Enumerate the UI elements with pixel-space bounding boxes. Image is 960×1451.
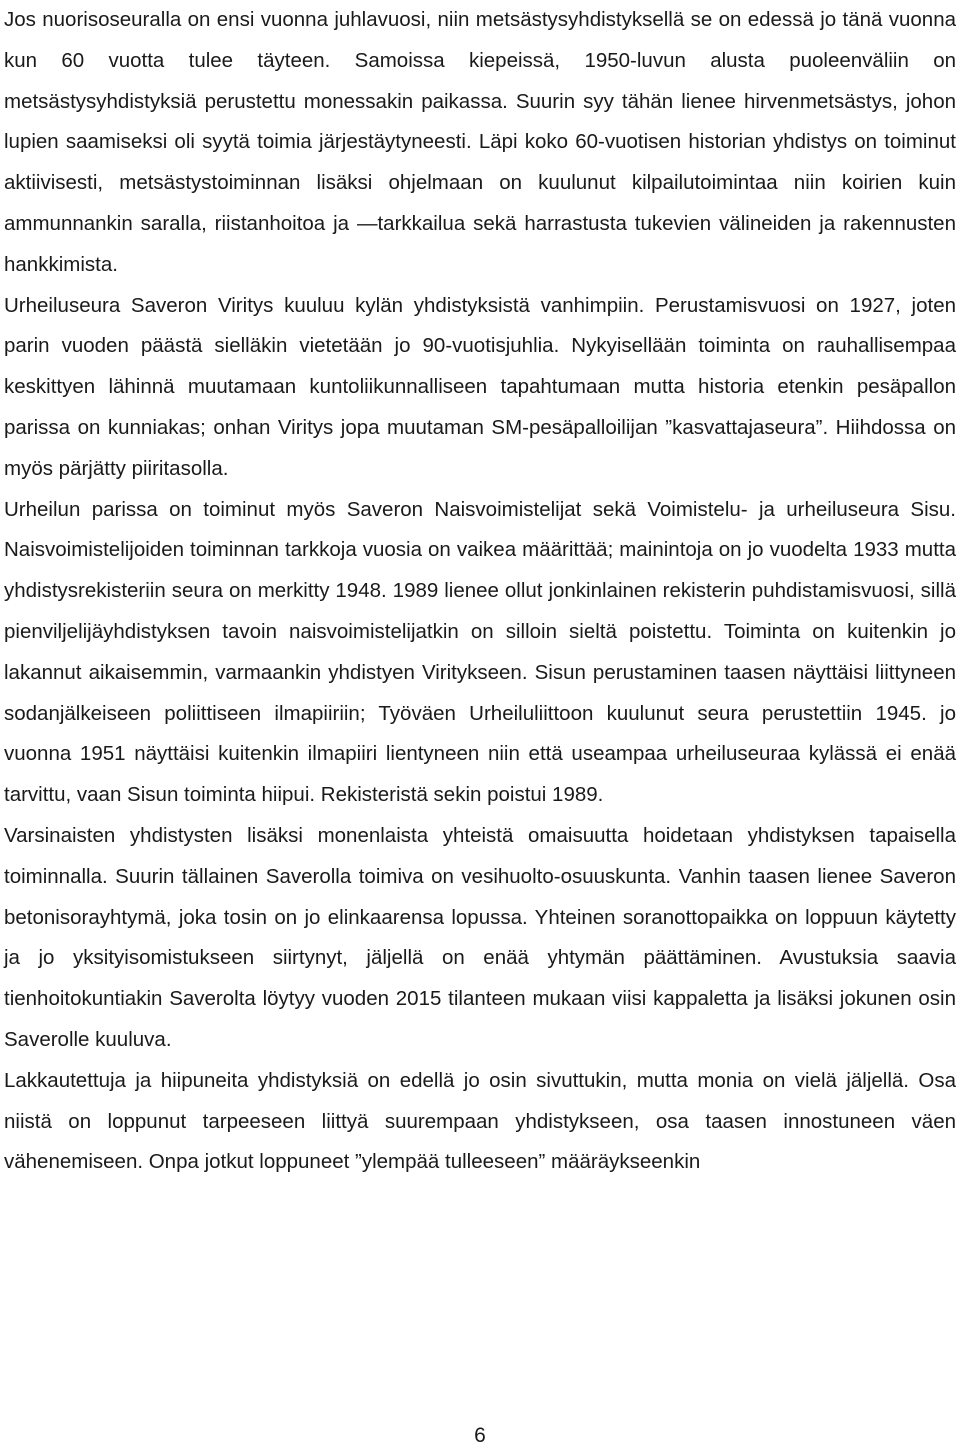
document-page — [4, 0, 956, 1183]
paragraph-viritys-sports-club: Urheiluseura Saveron Viritys kuuluu kylän yhdistyksistä vanhimpiin. Perustamisvuosi on 1927, joten parin vuoden päästä sielläkin vietetään jo 90-vuotisjuhlia. Nykyisellään toiminta on rauhallisempaa keskittyen lähinnä muutamaan kuntoliikunnalliseen tapahtumaan mutta historia etenkin pesäpallon parissa on kunniakas; onhan Viritys jopa muutaman SM-pesäpalloilijan ”kasvattajaseura”. Hiihdossa on myös pärjätty piiritasolla. — [4, 293, 956, 480]
page-number: 6 — [474, 1424, 486, 1447]
paragraph-shared-property: Varsinaisten yhdistysten lisäksi monenlaista yhteistä omaisuutta hoidetaan yhdistyksen tapaisella toiminnalla. Suurin tällainen Saverolla toimiva on vesihuolto-osuuskunta. Vanhin taasen lienee Saveron betonisorayhtymä, joka tosin on jo elinkaarensa lopussa. Yhteinen soranottopaikka on loppuun käytetty ja jo yksityisomistukseen siirtynyt, jäljellä on enää yhtymän päättäminen. Avustuksia saavia tienhoitokuntiakin Saverolta löytyy vuoden 2015 tilanteen mukaan viisi kappaletta ja lisäksi jokunen osin Saverolle kuuluva. — [4, 823, 956, 1051]
paragraph-hunting-association: Jos nuorisoseuralla on ensi vuonna juhlavuosi, niin metsästysyhdistyksellä se on edessä jo tänä vuonna kun 60 vuotta tulee täyteen. Samoissa kiepeissä, 1950-luvun alusta puoleenväliin on metsästysyhdistyksiä perustettu monessakin paikassa. Suurin syy tähän lienee hirvenmetsästys, johon lupien saamiseksi oli syytä toimia järjestäytyneesti. Läpi koko 60-vuotisen historian yhdistys on toiminut aktiivisesti, metsästystoiminnan lisäksi ohjelmaan on kuulunut kilpailutoimintaa niin koirien kuin ammunnankin saralla, riistanhoitoa ja —tarkkailua sekä harrastusta tukevien välineiden ja rakennusten hankkimista. — [4, 8, 956, 276]
paragraph-gymnasts-and-sisu: Urheilun parissa on toiminut myös Saveron Naisvoimistelijat sekä Voimistelu- ja urheiluseura Sisu. Naisvoimistelijoiden toiminnan tarkkoja vuosia on vaikea määrittää; mainintoja on jo vuodelta 1933 mutta yhdistysrekisteriin seura on merkitty 1948. 1989 lienee ollut jonkinlainen rekisterin puhdistamisvuosi, sillä pienviljelijäyhdistyksen tavoin naisvoimistelijatkin on silloin sieltä poistettu. Toiminta on kuitenkin jo lakannut aikaisemmin, varmaankin yhdistyen Viritykseen. Sisun perustaminen taasen näyttäisi liittyneen sodanjälkeiseen poliittiseen ilmapiiriin; Työväen Urheiluliittoon kuulunut seura perustettiin 1945. jo vuonna 1951 näyttäisi kuitenkin ilmapiiri lientyneen niin että useampaa urheiluseuraa kylässä ei enää tarvittu, vaan Sisun toiminta hiipui. Rekisteristä sekin poistui 1989. — [4, 497, 956, 807]
paragraph-discontinued-associations: Lakkautettuja ja hiipuneita yhdistyksiä on edellä jo osin sivuttukin, mutta monia on vielä jäljellä. Osa niistä on loppunut tarpeeseen liittyä suurempaan yhdistykseen, osa taasen innostuneen väen vähenemiseen. Onpa jotkut loppuneet ”ylempää tulleeseen” määräykseenkin — [4, 1068, 956, 1174]
